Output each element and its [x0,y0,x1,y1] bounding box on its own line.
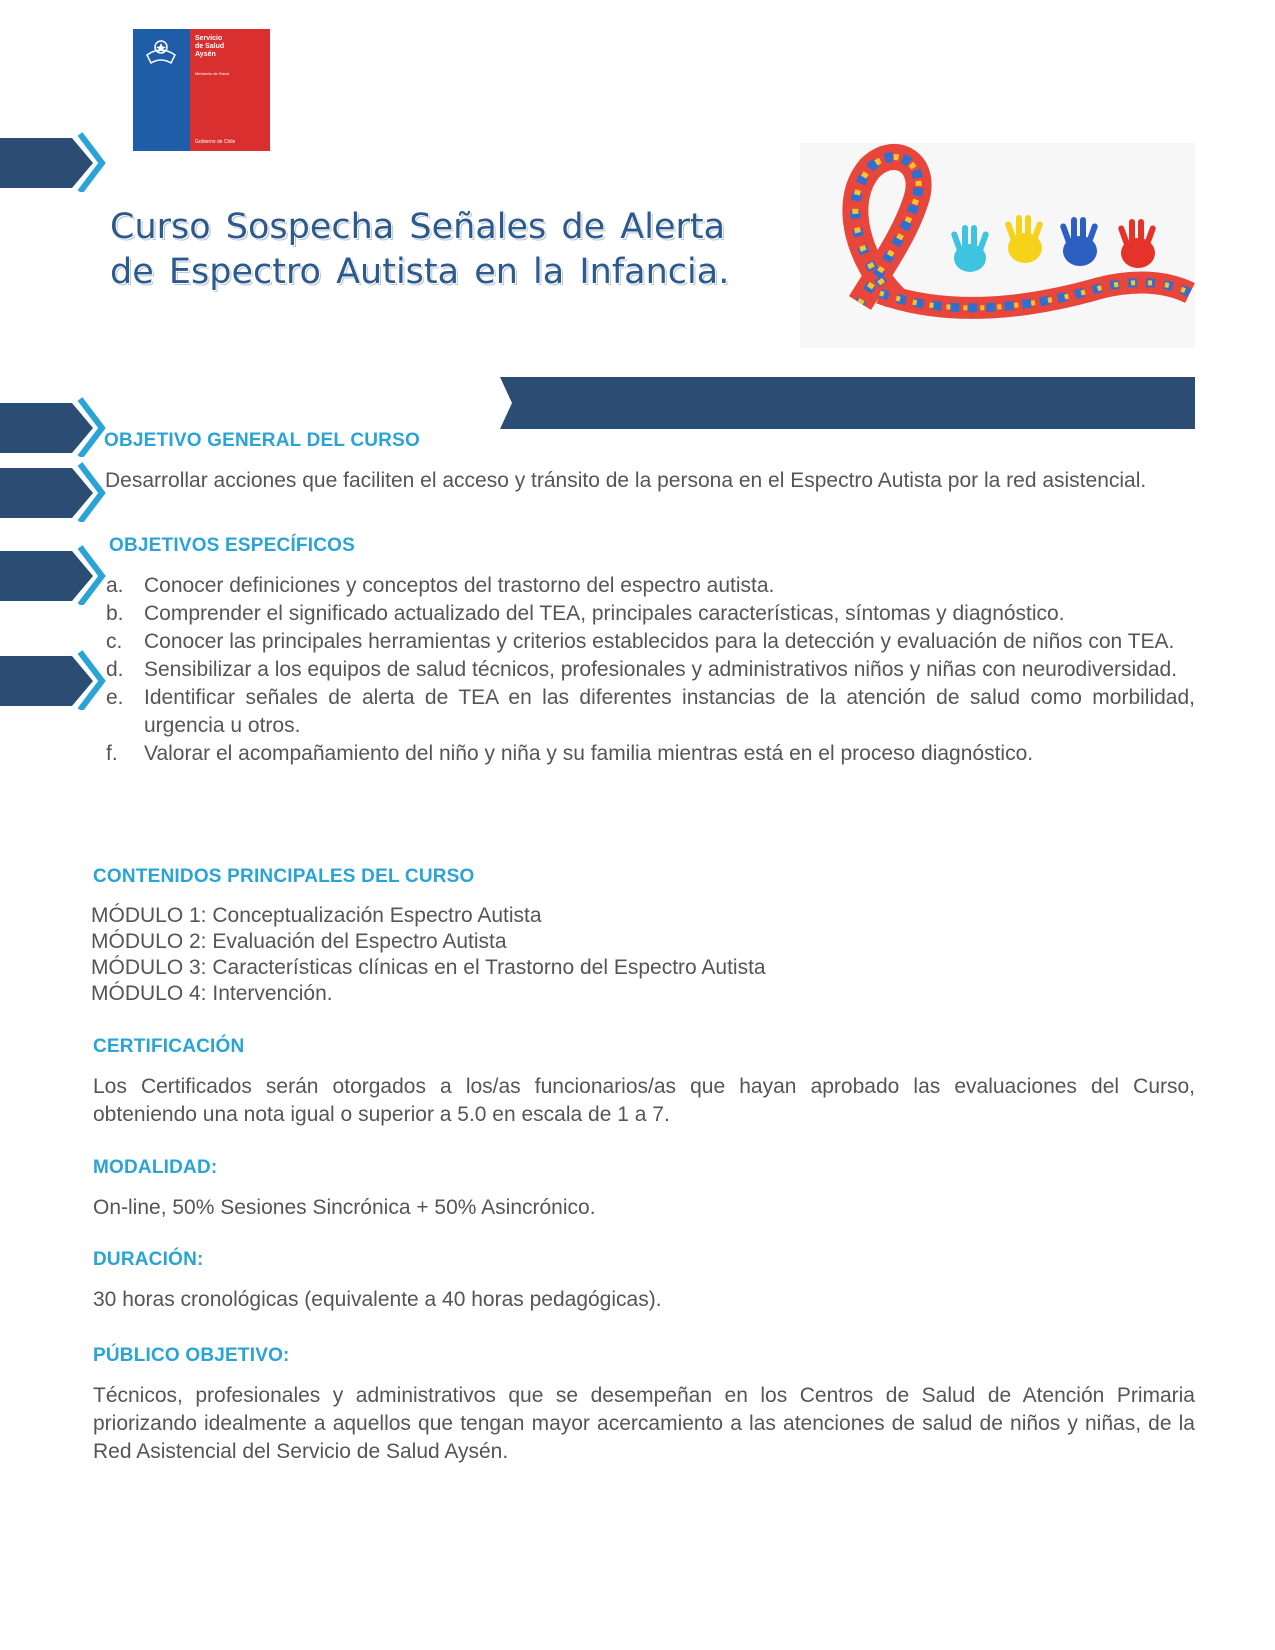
module-item: MÓDULO 2: Evaluación del Espectro Autista [91,930,507,953]
objetivos-especificos-list [104,572,1195,768]
list-item [104,684,1195,740]
logo-subtext: Ministerio de Salud [195,71,230,76]
modules-list [91,903,766,1007]
list-item [104,628,1195,656]
logo-text: Servicio de Salud Aysén [195,35,225,58]
duracion-heading: DURACIÓN: [93,1249,204,1270]
module-item: MÓDULO 1: Conceptualización Espectro Autista [91,904,542,927]
list-marker: b. [106,602,124,625]
course-title [110,205,750,295]
chile-coat-of-arms-icon [141,37,181,67]
logo-blue-panel [133,29,190,151]
modalidad-text: On-line, 50% Sesiones Sincrónica + 50% Asincrónico. [93,1196,596,1219]
chevron-arrow-icon [0,545,110,605]
chevron-arrow-icon [0,397,110,457]
chevron-arrow-icon [0,132,110,192]
objetivos-especificos-heading: OBJETIVOS ESPECÍFICOS [109,535,355,556]
list-item-text: Conocer las principales herramientas y criterios establecidos para la detección y evaluación de niños con TEA. [144,630,1175,653]
duracion-text: 30 horas cronológicas (equivalente a 40 horas pedagógicas). [93,1288,662,1311]
certificacion-text: Los Certificados serán otorgados a los/as funcionarios/as que hayan aprobado las evaluaciones del Curso, obteniendo una nota igual o superior a 5.0 en escala de 1 a 7. [93,1075,1195,1126]
logo-footer: Gobierno de Chile [195,139,236,145]
list-marker: f. [106,742,118,765]
publico-objetivo-text: Técnicos, profesionales y administrativos que se desempeñan en los Centros de Salud de Atención Primaria priorizando idealmente a aquellos que tengan mayor acercamiento a las atenciones de salud de niños y niñas, de la Red Asistencial del Servicio de Salud Aysén. [93,1384,1195,1463]
list-item [104,572,1195,600]
list-item-text: Sensibilizar a los equipos de salud técnicos, profesionales y administrativos niños y niñas con neurodiversidad. [144,658,1178,681]
header-banner [500,377,1195,429]
list-item-text: Identificar señales de alerta de TEA en las diferentes instancias de la atención de salud como morbilidad, urgencia u otros. [144,686,1195,737]
course-title-line2: de Espectro Autista en la Infancia. [110,252,730,292]
publico-objetivo-heading: PÚBLICO OBJETIVO: [93,1345,290,1366]
autism-awareness-ribbon-image [800,143,1195,348]
contenidos-heading: CONTENIDOS PRINCIPALES DEL CURSO [93,866,475,887]
modalidad-heading: MODALIDAD: [93,1157,218,1178]
list-item-text: Conocer definiciones y conceptos del trastorno del espectro autista. [144,574,775,597]
objetivo-general-heading: OBJETIVO GENERAL DEL CURSO [104,430,420,451]
chevron-arrow-icon [0,650,110,710]
certificacion-heading: CERTIFICACIÓN [93,1036,245,1057]
module-item: MÓDULO 3: Características clínicas en el Trastorno del Espectro Autista [91,956,766,979]
objetivo-general-text: Desarrollar acciones que faciliten el acceso y tránsito de la persona en el Espectro Autista por la red asistencial. [105,469,1147,492]
list-marker: a. [106,574,124,597]
list-item [104,740,1195,768]
module-item: MÓDULO 4: Intervención. [91,982,333,1005]
list-item-text: Comprender el significado actualizado del TEA, principales características, síntomas y diagnóstico. [144,602,1065,625]
list-item [104,600,1195,628]
list-item [104,656,1195,684]
list-marker: e. [106,686,124,709]
list-marker: c. [106,630,123,653]
list-item-text: Valorar el acompañamiento del niño y niña y su familia mientras está en el proceso diagnóstico. [144,742,1034,765]
servicio-salud-aysen-logo [133,29,270,151]
list-marker: d. [106,658,124,681]
course-title-line1: Curso Sospecha Señales de Alerta [110,207,726,247]
